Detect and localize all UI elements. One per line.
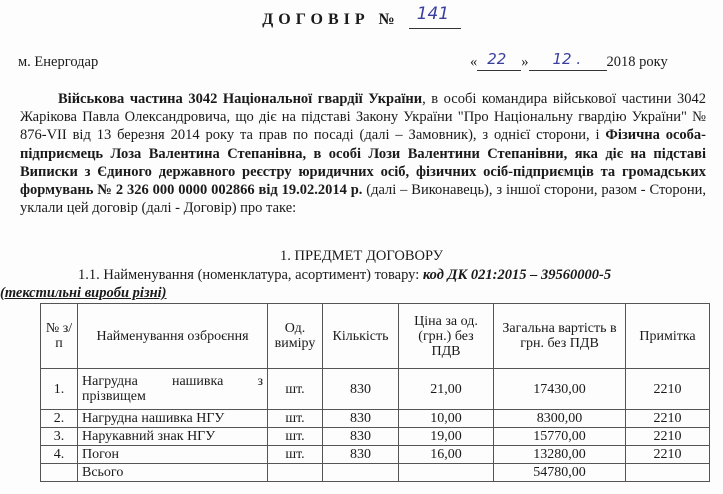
customer-name: Військова частина 3042 Національної гвардії України [58,91,423,107]
cell-note: 2210 [626,410,710,428]
day-value: 22 [487,50,507,68]
cell-name: Нагрудна нашивка з прізвищем [78,369,268,410]
cell-name: Погон [78,446,268,464]
cell-qty: 830 [323,369,399,410]
cell-price: 10,00 [399,410,494,428]
header-unit: Од. виміру [268,304,323,369]
goods-table [40,303,710,482]
header-num: № з/п [41,304,78,369]
cell-price: 19,00 [399,428,494,446]
header-total: Загальна вартість в грн. без ПДВ [494,304,626,369]
item-category: (текстильні вироби різні) [0,285,167,301]
table-row [41,428,710,446]
cell-empty [626,464,710,482]
cell-num: 3. [41,428,78,446]
item-prefix: 1.1. Найменування (номенклатура, асортимент) товару: [78,267,423,283]
cell-empty [323,464,399,482]
cell-empty [399,464,494,482]
cell-total: 8300,00 [494,410,626,428]
month-field [529,50,607,71]
table-row [41,410,710,428]
preamble-text-1: , в особі командира військової частини 3042 Жарікова Павла Олександровича, що діє на підставі Закону України "Про Національну гвардію України" № 876-VII від 13 березня 2014 року та прав по посаді (далі – Замовник), з однієї сторони, і [20,91,706,144]
cell-qty: 830 [323,410,399,428]
contract-number: 141 [416,4,450,24]
total-value: 54780,00 [494,464,626,482]
cell-total: 17430,00 [494,369,626,410]
cell-unit: шт. [268,428,323,446]
cell-num: 1. [41,369,78,410]
cell-unit: шт. [268,369,323,410]
contract-date [470,50,668,71]
cell-note: 2210 [626,369,710,410]
cell-unit: шт. [268,446,323,464]
cell-price: 16,00 [399,446,494,464]
cell-unit: шт. [268,410,323,428]
table-total-row [41,464,710,482]
cell-num: 4. [41,446,78,464]
quote-open: « [470,54,478,70]
header-qty: Кількість [323,304,399,369]
header-note: Примітка [626,304,710,369]
table-row [41,446,710,464]
section-title: 1. ПРЕДМЕТ ДОГОВОРУ [280,248,443,264]
cell-qty: 830 [323,446,399,464]
cell-note: 2210 [626,446,710,464]
year: 2018 року [606,54,668,70]
preamble-paragraph [20,90,706,217]
cell-note: 2210 [626,428,710,446]
contract-title-prefix: ДОГОВІР № [262,11,400,28]
cell-price: 21,00 [399,369,494,410]
cell-name: Нагрудна нашивка НГУ [78,410,268,428]
preamble-text-2: (далі – Виконавець), з іншої сторони, разом - Сторони, уклали цей договір (далі - Договір) про таке: [20,182,706,217]
header-price: Ціна за од.(грн.) без ПДВ [399,304,494,369]
cell-name: Нарукавний знак НГУ [78,428,268,446]
cell-qty: 830 [323,428,399,446]
item-description [0,266,718,302]
header-name: Найменування озброєння [78,304,268,369]
contract-number-field [409,4,461,29]
total-label: Всього [78,464,268,482]
day-field [477,50,521,71]
cell-empty [268,464,323,482]
contractor-name: Фізична особа-підприємець Лоза Валентина Степанівна, в особі Лози Валентини Степанівни, яка діє на підставі Виписки з Єдиного державного реєстру юридичних осіб, фізичних осіб-підприємців та громадських формувань № 2 326 000 0000 002866 від 19.02.2014 р. [20,127,706,199]
table-header-row [41,304,710,369]
item-code: код ДК 021:2015 – 39560000-5 [422,267,612,283]
city: м. Енергодар [18,54,99,70]
cell-total: 13280,00 [494,446,626,464]
contract-title [0,4,723,29]
cell-empty [41,464,78,482]
table-row [41,369,710,410]
cell-total: 15770,00 [494,428,626,446]
cell-num: 2. [41,410,78,428]
month-value: 12 . [552,50,582,68]
quote-close: » [521,54,529,70]
